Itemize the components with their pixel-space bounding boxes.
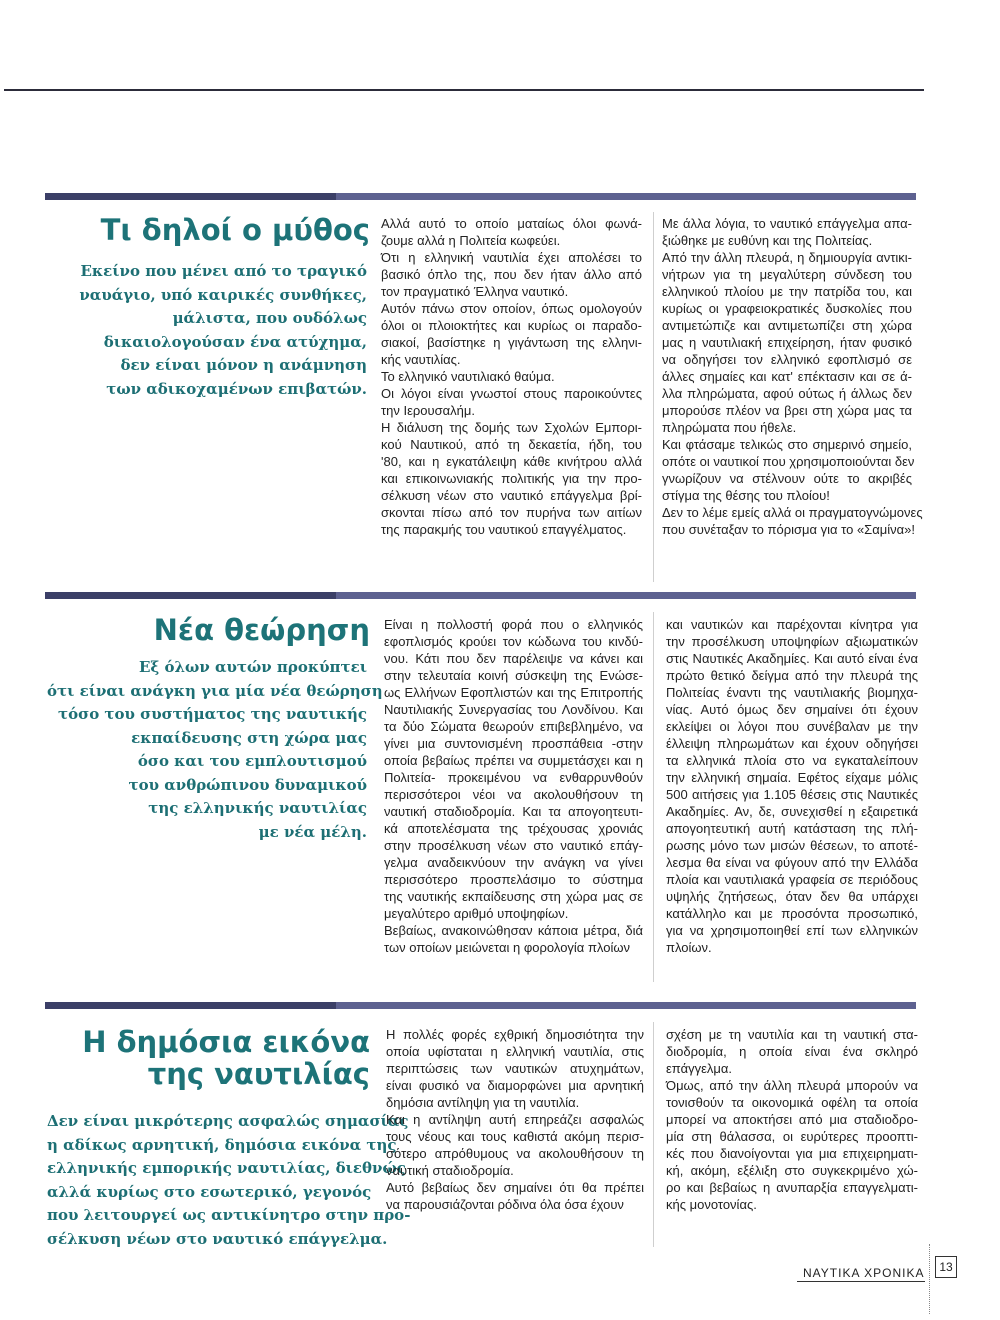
text-line: μία στη θάλασσα, οι ευρύτερες προοπτι- xyxy=(666,1129,918,1144)
text-line: σιακοί, βασίστηκε η γιγάντωση της ελληνι- xyxy=(381,335,642,350)
text-line: Το ελληνικό ναυτιλιακό θαύμα. xyxy=(381,369,555,384)
text-line: περιπτώσεις των ναυτικών ατυχημάτων, xyxy=(386,1061,644,1076)
text-line: λεσμα θα είναι να φύγουν από την Ελλάδα xyxy=(666,855,918,870)
heading-line: Η δημόσια εικόνα xyxy=(82,1025,370,1059)
text-line: πρώτο θετικό δείγμα από την πλευρά της xyxy=(666,668,918,683)
text-line: ρο και βεβαίως η ανυπαρξία επαγγελματι- xyxy=(666,1180,918,1195)
text-line: κές που διανοίγονται για μια επιχειρηματι- xyxy=(666,1146,918,1161)
text-line: στην προσέλκυση νέων στο ναυτικό επάγ- xyxy=(384,838,643,853)
text-line: να παρουσιάζονται ρόδινα όλα όσα έχουν xyxy=(386,1197,624,1212)
page-number: 13 xyxy=(935,1256,957,1278)
text-line: στην τελευταία κοινή σύσκεψη της Ενώσε- xyxy=(384,668,643,683)
text-line: οπότε οι ναυτικοί που χρησιμοποιούνται δεν xyxy=(662,454,915,469)
lead-line: που λειτουργεί ως αντικίνητρο στην προ- xyxy=(47,1206,411,1224)
lead-line: δεν είναι μόνον η ανάμνηση xyxy=(120,356,367,374)
section-2-heading xyxy=(154,614,370,646)
text-line: απογοητευτική αυτή κατάσταση της πλή- xyxy=(666,821,918,836)
section-3-column-1 xyxy=(386,1026,644,1213)
text-line: πλοίων. xyxy=(666,940,712,955)
text-line: νήτρων για τη μεγαλύτερη σύνδεση του xyxy=(662,267,912,282)
text-line: Οι λόγοι είναι γνωστοί στους παροικούντες xyxy=(381,386,642,401)
text-line: σότερο απρόθυμους να ακολουθήσουν τη xyxy=(386,1146,644,1161)
text-line: ζουμε αλλά η Πολιτεία κωφεύει. xyxy=(381,233,561,248)
section-2-lead xyxy=(47,656,383,844)
text-line: πλοία και ναυτιλιακά γραφεία σε περιόδους xyxy=(666,872,918,887)
text-line: Δεν το λέμε εμείς αλλά οι πραγματογνώμονες xyxy=(662,505,923,520)
text-line: σχέση με τη ναυτιλία και τη ναυτική στα- xyxy=(666,1027,918,1042)
section-3-heading xyxy=(82,1026,370,1090)
section-2-column-2 xyxy=(666,616,918,956)
text-line: όλοι οι πλοιοκτήτες και κυρίως οι παραδο- xyxy=(381,318,642,333)
lead-line: της ελληνικής ναυτιλίας xyxy=(148,799,367,817)
text-line: κατάλληλο και με προσόντα προσωπικό, xyxy=(666,906,918,921)
text-line: εφοπλισμός κρούει τον κώδωνα του κινδύ- xyxy=(384,634,643,649)
section-1-column-2 xyxy=(662,215,923,538)
section-2-column-1 xyxy=(384,616,643,956)
text-line: γελμα αναδεικνύουν την ανάγκη να γίνει xyxy=(384,855,643,870)
text-line: περισσότερο προσπελάσιμο το σύστημα xyxy=(384,872,643,887)
text-line: και ναυτικών και παρέχονται κίνητρα για xyxy=(666,617,918,632)
text-line: σκονται πίσω από τον πυρήνα των αιτίων xyxy=(381,505,642,520)
column-divider xyxy=(653,1022,654,1247)
lead-line: με νέα μέλη. xyxy=(258,822,367,841)
text-line: στίγμα της θέσης του πλοίου! xyxy=(662,488,830,503)
text-line: τον πραγματικό Έλληνα ναυτικό. xyxy=(381,284,569,299)
text-line: να οδηγήσει τον ελληνικό εφοπλισμό σε xyxy=(662,352,912,367)
text-line: οποία βεβαίως πρέπει να συμμετάσχει και η xyxy=(384,753,643,768)
lead-line: δικαιολογούσαν ένα ατύχημα, xyxy=(103,332,367,351)
text-line: Όμως, από την άλλη πλευρά μπορούν να xyxy=(666,1078,918,1093)
section-3-bar xyxy=(45,1002,916,1009)
text-line: κής ναυτιλίας. xyxy=(381,352,461,367)
text-line: Η πολλές φορές εχθρική δημοσιότητα την xyxy=(386,1027,644,1042)
text-line: έλλειψη πληρωμάτων και έχουν οδηγήσει xyxy=(666,736,918,751)
text-line: λλα πληρώματα, αφού ούτως ή άλλως δεν xyxy=(662,386,912,401)
text-line: μπορούσε πλέον να βρει στη χώρα μας τα xyxy=(662,403,912,418)
text-line: την ελληνική σημαία. Εφέτος είχαμε μόλις xyxy=(666,770,918,785)
text-line: Ναυτιλιακής Συνεργασίας του Λονδίνου. Και xyxy=(384,702,643,717)
text-line: της παρακμής του ναυτικού επαγγέλματος. xyxy=(381,522,627,537)
section-3-lead xyxy=(47,1110,411,1251)
lead-line: ότι είναι ανάγκη για μία νέα θεώρηση xyxy=(47,681,383,700)
heading-line: Νέα θεώρηση xyxy=(153,613,370,647)
text-line: τονισθούν τα οικονομικά οφέλη τα οποία xyxy=(666,1095,918,1110)
text-line: για να χρησιμοποιηθεί επί των ελληνικών xyxy=(666,923,918,938)
text-line: δημόσια αντίληψη για τη ναυτιλία. xyxy=(386,1095,580,1110)
text-line: περισσότεροι νέοι να ακολουθήσουν τη xyxy=(384,787,643,802)
lead-line: μάλιστα, που ουδόλως xyxy=(172,309,367,327)
lead-line: ναυάγιο, υπό καιρικές συνθήκες, xyxy=(79,285,367,304)
text-line: επάγγελμα. xyxy=(666,1061,733,1076)
text-line: άλλες σημαίες και κατ' επέκτασιν και σε ά- xyxy=(662,369,912,384)
text-line: κού Ναυτικού, από τη δεκαετία, ήδη, του xyxy=(381,437,642,452)
lead-line: εκπαίδευσης στη χώρα μας xyxy=(131,728,367,747)
text-line: της ναυτικής εκπαίδευσης στη χώρα μας σε xyxy=(384,889,643,904)
text-line: Βεβαίως, ανακοινώθησαν κάποια μέτρα, διά xyxy=(384,923,643,938)
text-line: διοδρομία, η οποία είναι ένα σκληρό xyxy=(666,1044,918,1059)
column-divider xyxy=(653,212,654,582)
text-line: υψηλής ζητήσεως, όταν δεν θα υπάρχει xyxy=(666,889,918,904)
text-line: Αυτόν πάνω στον οποίον, όπως ομολογούν xyxy=(381,301,642,316)
text-line: κής μονοτονίας. xyxy=(666,1197,757,1212)
text-line: που συνέταξαν το πόρισμα για το «Σαμίνα»! xyxy=(662,522,915,537)
text-line: βασικό όπλο της, που δεν ήταν άλλο από xyxy=(381,267,642,282)
text-line: Αλλά αυτό το οποίο ματαίως όλοι φωνά- xyxy=(381,216,642,231)
text-line: ξιώθηκε με ευθύνη και της Πολιτείας. xyxy=(662,233,873,248)
section-1-column-1 xyxy=(381,215,642,538)
section-1-lead xyxy=(47,260,367,401)
text-line: ναυτική σταδιοδρομία. Και τα απογοητευτι- xyxy=(384,804,643,819)
text-line: Αυτό βεβαίως δεν σημαίνει ότι θα πρέπει xyxy=(386,1180,644,1195)
text-line: και επικοινωνιακής πολιτικής για την προ- xyxy=(381,471,642,486)
text-line: στις Ναυτικές Ακαδημίες. Και αυτό είναι ένα xyxy=(666,651,918,666)
top-rule xyxy=(4,89,924,91)
lead-line: τόσο του συστήματος της ναυτικής xyxy=(58,705,367,723)
text-line: Πολιτείας έναντι της ναυτιλιακής βιομηχα- xyxy=(666,685,918,700)
lead-line: Δεν είναι μικρότερης ασφαλώς σημασίας xyxy=(47,1112,409,1130)
text-line: Από την άλλη πλευρά, η δημιουργία αντικι- xyxy=(662,250,912,265)
text-line: μας η ναυτιλιακή επιχείρηση, ήταν φυσικό xyxy=(662,335,912,350)
text-line: πληρώματα που ήθελε. xyxy=(662,420,797,435)
text-line: κή, ακόμη, εξέλιξη στο συγκεκριμένο χώ- xyxy=(666,1163,918,1178)
text-line: Είναι η πολλοστή φορά που ο ελληνικός xyxy=(384,617,643,632)
text-line: Και φτάσαμε τελικώς στο σημερινό σημείο, xyxy=(662,437,912,452)
text-line: γνωρίζουν να στέλνουν ούτε το ακριβές xyxy=(662,471,912,486)
text-line: οποία υφίσταται η ελληνική ναυτιλία, στις xyxy=(386,1044,644,1059)
section-1-bar xyxy=(45,193,916,200)
footer-rule xyxy=(797,1281,925,1282)
text-line: Ότι η ελληνική ναυτιλία έχει απολέσει το xyxy=(381,250,642,265)
text-line: 500 αιτήσεις για 1.105 θέσεις στις Ναυτικές xyxy=(666,787,918,802)
lead-line: του ανθρώπινου δυναμικού xyxy=(128,775,367,794)
text-line: εκλείψει οι λόγοι που συνέβαλαν με την xyxy=(666,719,918,734)
text-line: Με άλλα λόγια, το ναυτικό επάγγελμα απα- xyxy=(662,216,912,231)
column-divider xyxy=(653,612,654,982)
text-line: των οποίων μειώνεται η φορολογία πλοίων xyxy=(384,940,630,955)
text-line: τα δύο Σώματα θεωρούν επιβεβλημένο, να xyxy=(384,719,643,734)
text-line: Και η αντίληψη αυτή επηρεάζει ασφαλώς xyxy=(386,1112,644,1127)
magazine-title: ΝΑΥΤΙΚΑ ΧΡΟΝΙΚΑ xyxy=(803,1266,925,1280)
text-line: ως Ελλήνων Εφοπλιστών και της Επιτροπής xyxy=(384,685,643,700)
text-line: γίνει μια συντονισμένη προσπάθεια -στην xyxy=(384,736,643,751)
text-line: την Ιερουσαλήμ. xyxy=(381,403,475,418)
section-3-column-2 xyxy=(666,1026,918,1213)
text-line: ρωσης μόνο των μισών θέσεων, το αποτέ- xyxy=(666,838,918,853)
footer-dotted-rule xyxy=(929,1244,930,1314)
heading-line: Τι δηλοί ο μύθος xyxy=(100,213,370,247)
text-line: τους νέους και τους καθιστά ακόμη περισ- xyxy=(386,1129,644,1144)
text-line: νίας. Αυτό όμως δεν σημαίνει ότι έχουν xyxy=(666,702,918,717)
text-line: αντιμετώπιζε και αντιμετωπίζει στη χώρα xyxy=(662,318,912,333)
text-line: κυρίως οι γραφειοκρατικές δυσκολίες που xyxy=(662,301,912,316)
text-line: την προσέλκυση υποψηφίων αξιωματικών xyxy=(666,634,918,649)
lead-line: ελληνικής εμπορικής ναυτιλίας, διεθνώς xyxy=(47,1159,406,1177)
text-line: κά αποτελέσματα της τρέχουσας χρονιάς xyxy=(384,821,643,836)
text-line: μεγαλύτερο αριθμό υποψηφίων. xyxy=(384,906,569,921)
lead-line: όσο και του εμπλουτισμού xyxy=(137,752,367,770)
lead-line: η αδίκως αρνητική, δημόσια εικόνα της xyxy=(47,1135,397,1154)
section-2-bar xyxy=(45,592,916,599)
lead-line: αλλά κυρίως στο εσωτερικό, γεγονός xyxy=(47,1182,372,1201)
text-line: σέλκυση νέων στο ναυτικό επάγγελμα βρί- xyxy=(381,488,642,503)
section-1-heading xyxy=(101,214,370,246)
lead-line: Εκείνο που μένει από το τραγικό xyxy=(80,262,367,280)
text-line: Ακαδημίες. Αν, δε, συνεχισθεί η εξαιρετικά xyxy=(666,804,918,819)
text-line: Πολιτεία- προκειμένου να ενθαρρυνθούν xyxy=(384,770,643,785)
text-line: '80, και η εγκατάλειψη κάθε κινήτρου αλλά xyxy=(381,454,642,469)
text-line: ναυτική σταδιοδρομία. xyxy=(386,1163,514,1178)
lead-line: Εξ όλων αυτών προκύπτει xyxy=(139,658,367,676)
text-line: ελληνικού πλοίου με την πατρίδα του, και xyxy=(662,284,912,299)
text-line: μπορεί να αποκτήσει από μια σταδιοδρο- xyxy=(666,1112,918,1127)
text-line: είναι φυσικό να διαμορφώνει μια αρνητική xyxy=(386,1078,644,1093)
text-line: νου. Κάτι που δεν παρέλειψε να κάνει και xyxy=(384,651,643,666)
text-line: Η διάλυση της δομής των Σχολών Εμπορι- xyxy=(381,420,642,435)
lead-line: των αδικοχαμένων επιβατών. xyxy=(106,379,367,398)
lead-line: σέλκυση νέων στο ναυτικό επάγγελμα. xyxy=(47,1229,388,1248)
text-line: τα ελληνικά πλοία στο να εγκαταλείπουν xyxy=(666,753,918,768)
heading-line: της ναυτιλίας xyxy=(147,1057,370,1091)
